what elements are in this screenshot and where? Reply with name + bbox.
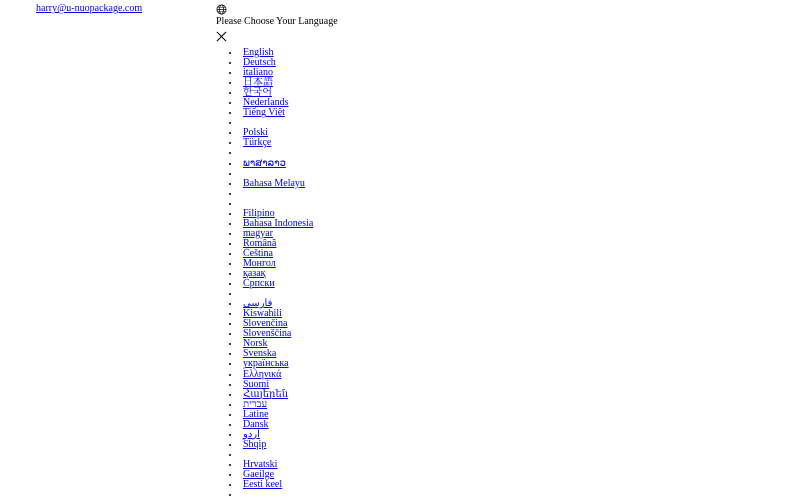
- language-chooser: [216, 4, 456, 491]
- language-link[interactable]: [240, 158, 286, 169]
- language-label: עברית: [243, 398, 268, 410]
- language-label: اردو: [243, 428, 260, 440]
- language-item: [240, 289, 460, 299]
- language-link[interactable]: [240, 489, 269, 500]
- language-label: Dansk: [243, 418, 269, 430]
- language-item: [240, 128, 460, 138]
- language-item: [240, 410, 460, 420]
- language-label: Română: [243, 237, 277, 249]
- language-item: [240, 138, 460, 148]
- language-item: [240, 239, 460, 249]
- email-link[interactable]: harry@u-nuopackage.com: [36, 3, 143, 14]
- language-link[interactable]: [240, 188, 281, 199]
- language-label: Gaeilge: [243, 468, 275, 480]
- language-label: Suomi: [243, 378, 270, 390]
- language-label: Ελληνικά: [243, 368, 282, 380]
- language-label: italiano: [243, 67, 273, 79]
- language-label: Shqip: [243, 438, 267, 450]
- close-icon[interactable]: [216, 31, 227, 42]
- language-label: Српски: [243, 278, 275, 290]
- language-label: Türkçe: [243, 137, 272, 149]
- globe-icon: [216, 4, 227, 15]
- language-label: Polski: [243, 127, 269, 139]
- language-item: [240, 420, 460, 430]
- language-label: Filipino: [243, 207, 275, 219]
- language-label: Монгол: [243, 257, 276, 269]
- language-item: [240, 78, 460, 88]
- language-label: қазақ: [243, 268, 266, 280]
- language-label: Eesti keel: [243, 479, 283, 491]
- language-label: Bahasa Indonesia: [243, 217, 314, 229]
- language-label: Tiếng Việt: [243, 107, 285, 119]
- language-label: فارسی: [243, 298, 273, 310]
- language-item: [240, 108, 460, 118]
- language-item: [240, 370, 460, 380]
- language-label: ພາສາລາວ: [243, 157, 286, 169]
- language-item: [240, 68, 460, 78]
- language-label: [243, 490, 269, 500]
- language-label: 日本語: [243, 77, 273, 89]
- language-list: [216, 48, 460, 500]
- language-item: [240, 259, 460, 269]
- language-label: Svenska: [243, 348, 277, 360]
- language-link[interactable]: [240, 178, 305, 189]
- language-item: [240, 400, 460, 410]
- language-item: [240, 480, 460, 490]
- language-label: Norsk: [243, 338, 268, 350]
- language-item: [240, 490, 460, 500]
- language-item: [240, 329, 460, 339]
- language-label: Hrvatski: [243, 458, 278, 470]
- language-label: Slovenščina: [243, 328, 292, 340]
- language-label: Čeština: [243, 247, 273, 259]
- language-label: Deutsch: [243, 57, 276, 69]
- language-label: 한국어: [243, 87, 272, 99]
- language-item: [240, 430, 460, 440]
- language-label: Slovenčina: [243, 318, 288, 330]
- language-label: Bahasa Melayu: [243, 177, 305, 189]
- language-dialog-title: Please Choose Your Language: [216, 16, 338, 27]
- language-label: українська: [243, 358, 289, 370]
- language-label: Latine: [243, 408, 269, 420]
- language-item: [240, 118, 460, 128]
- language-label: English: [243, 47, 274, 58]
- language-label: Kiswahili: [243, 308, 282, 320]
- language-item: [240, 219, 460, 229]
- language-item: [240, 390, 460, 400]
- language-label: Հայերեն: [243, 388, 289, 400]
- language-item: [240, 58, 460, 68]
- language-label: magyar: [243, 227, 273, 239]
- language-label: Nederlands: [243, 97, 289, 109]
